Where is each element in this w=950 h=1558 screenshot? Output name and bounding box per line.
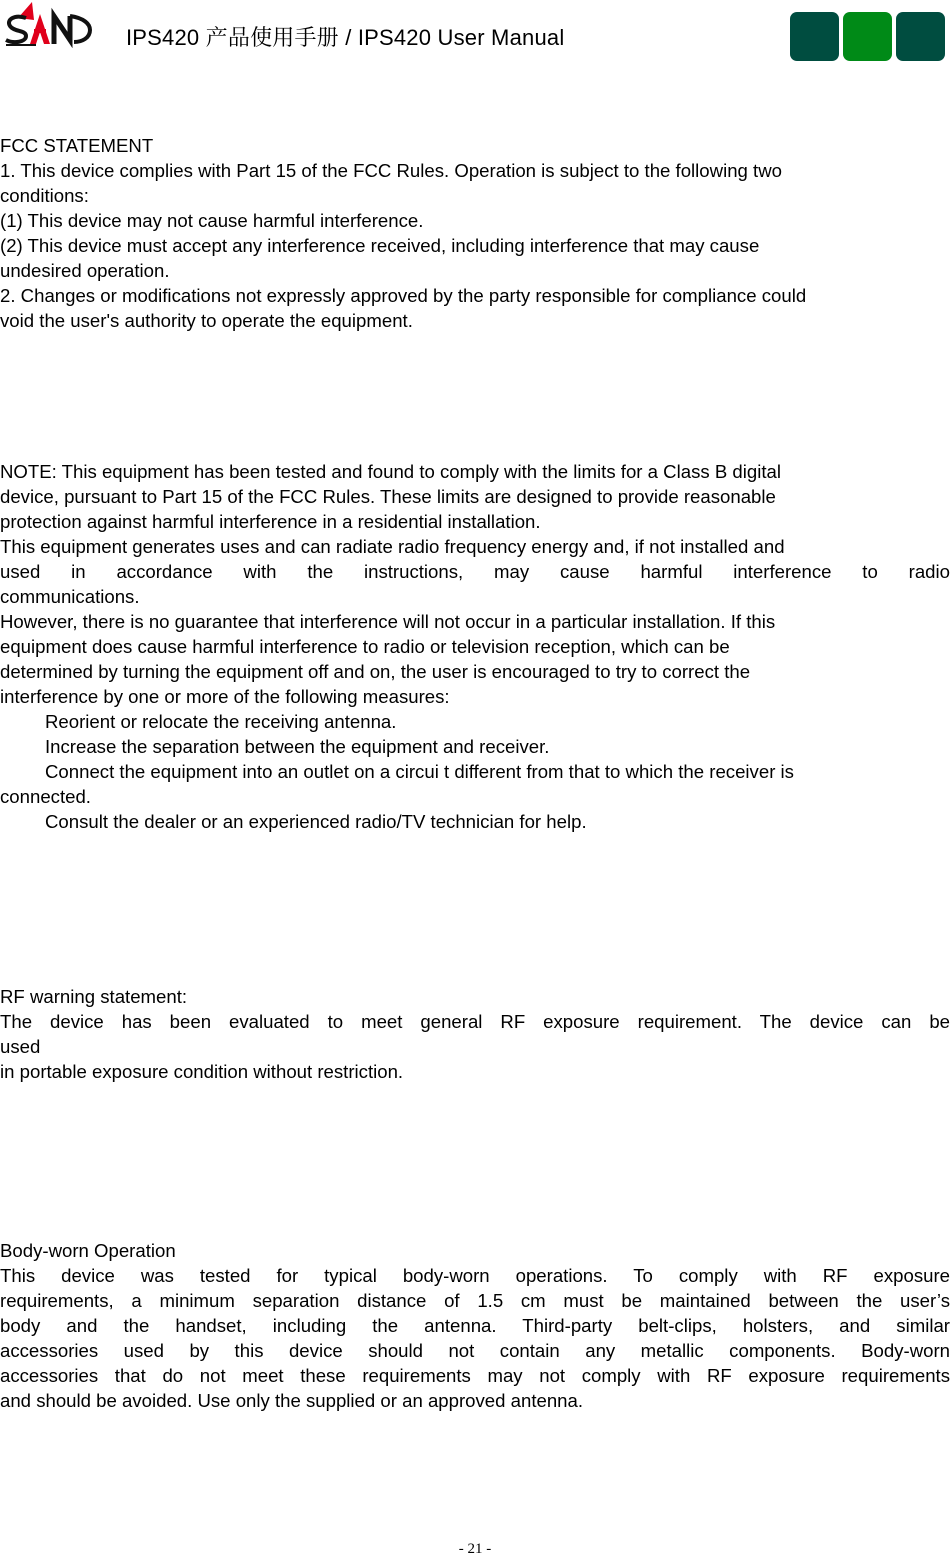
text-line: connected. bbox=[0, 786, 91, 807]
text-line: 1. This device complies with Part 15 of the FCC Rules. Operation is subject to the following two bbox=[0, 160, 782, 181]
page-header bbox=[0, 0, 950, 70]
text-line: used bbox=[0, 1036, 41, 1057]
text-line: This device was tested for typical body-worn operations. To comply with RF exposure bbox=[0, 1265, 950, 1286]
text-line: in portable exposure condition without restriction. bbox=[0, 1061, 404, 1082]
manual-title: IPS420 产品使用手册 / IPS420 User Manual bbox=[126, 25, 565, 50]
text-line: This equipment generates uses and can radiate radio frequency energy and, if not installed and bbox=[0, 536, 785, 557]
text-line: (1) This device may not cause harmful interference. bbox=[0, 210, 424, 231]
text-line: accessories that do not meet these requirements may not comply with RF exposure requirements bbox=[0, 1365, 950, 1386]
dark-green-block bbox=[790, 12, 839, 61]
fcc-statement-section bbox=[0, 133, 950, 333]
note-section bbox=[0, 459, 950, 834]
page-number: - 21 - bbox=[458, 1541, 492, 1557]
text-line: However, there is no guarantee that interference will not occur in a particular installation. If this bbox=[0, 611, 776, 632]
text-line: requirements, a minimum separation distance of 1.5 cm must be maintained between the user’s bbox=[0, 1290, 950, 1311]
brand-color-blocks bbox=[790, 12, 945, 61]
text-line: determined by turning the equipment off and on, the user is encouraged to try to correct the bbox=[0, 661, 751, 682]
measure-item: Consult the dealer or an experienced radio/TV technician for help. bbox=[45, 811, 587, 832]
text-line: accessories used by this device should not contain any metallic components. Body-worn bbox=[0, 1340, 950, 1361]
text-line: void the user's authority to operate the equipment. bbox=[0, 310, 413, 331]
text-line: equipment does cause harmful interference to radio or television reception, which can be bbox=[0, 636, 730, 657]
measure-item: Reorient or relocate the receiving antenna. bbox=[45, 711, 397, 732]
text-line: protection against harmful interference in a residential installation. bbox=[0, 511, 541, 532]
section-heading: RF warning statement: bbox=[0, 986, 188, 1007]
text-line: The device has been evaluated to meet general RF exposure requirement. The device can be bbox=[0, 1011, 950, 1032]
dark-green-block bbox=[896, 12, 945, 61]
text-line: communications. bbox=[0, 586, 140, 607]
measure-item: Connect the equipment into an outlet on a circui t different from that to which the receiver is bbox=[45, 761, 794, 782]
text-line: body and the handset, including the antenna. Third-party belt-clips, holsters, and similar bbox=[0, 1315, 950, 1336]
section-heading: Body-worn Operation bbox=[0, 1240, 176, 1261]
rf-warning-section bbox=[0, 984, 950, 1084]
green-block bbox=[843, 12, 892, 61]
body-worn-section bbox=[0, 1238, 950, 1413]
company-logo bbox=[4, 2, 92, 48]
text-line: interference by one or more of the following measures: bbox=[0, 686, 450, 707]
text-line: undesired operation. bbox=[0, 260, 170, 281]
text-line: (2) This device must accept any interference received, including interference that may cause bbox=[0, 235, 760, 256]
section-heading: FCC STATEMENT bbox=[0, 135, 154, 156]
text-line: device, pursuant to Part 15 of the FCC Rules. These limits are designed to provide reasonable bbox=[0, 486, 776, 507]
text-line: 2. Changes or modifications not expressly approved by the party responsible for compliance could bbox=[0, 285, 807, 306]
text-line: conditions: bbox=[0, 185, 89, 206]
measure-item: Increase the separation between the equipment and receiver. bbox=[45, 736, 550, 757]
text-line: NOTE: This equipment has been tested and found to comply with the limits for a Class B digital bbox=[0, 461, 781, 482]
text-line: and should be avoided. Use only the supplied or an approved antenna. bbox=[0, 1390, 584, 1411]
text-line: used in accordance with the instructions, may cause harmful interference to radio bbox=[0, 561, 950, 582]
